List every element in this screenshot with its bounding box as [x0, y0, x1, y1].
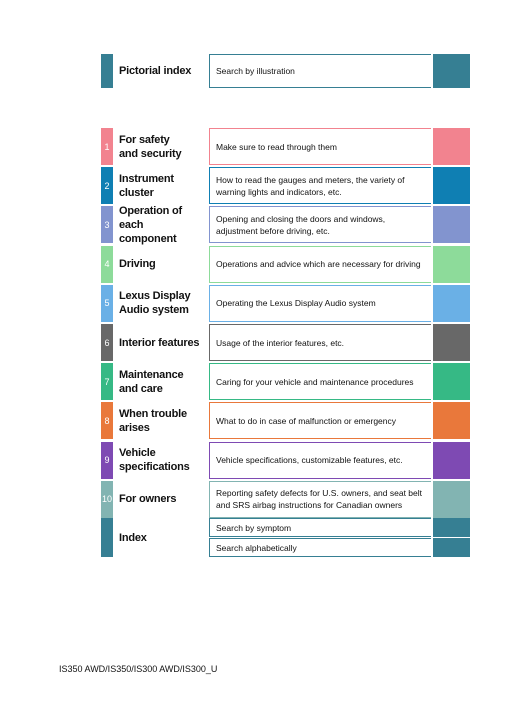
section-tab-left	[101, 54, 113, 88]
section-description: Opening and closing the doors and windows, adjustment before driving, etc.	[209, 206, 431, 243]
section-title: Interior features	[119, 336, 200, 349]
section-number: 8	[101, 402, 113, 439]
section-color-tab	[433, 538, 470, 557]
toc-row-section[interactable]	[101, 363, 470, 400]
section-description: Operations and advice which are necessary for driving	[209, 246, 431, 283]
section-number: 9	[101, 442, 113, 479]
toc-row-section[interactable]	[101, 324, 470, 361]
section-description: What to do in case of malfunction or emergency	[209, 402, 431, 439]
section-description: How to read the gauges and meters, the variety of warning lights and indicators, etc.	[209, 167, 431, 204]
toc-row-pictorial-index[interactable]	[101, 54, 470, 88]
toc-row-section[interactable]	[101, 402, 470, 439]
section-description: Operating the Lexus Display Audio system	[209, 285, 431, 322]
section-color-tab	[433, 402, 470, 439]
section-description: Caring for your vehicle and maintenance procedures	[209, 363, 431, 400]
section-title: When trouble arises	[119, 407, 187, 434]
section-color-tab	[433, 54, 470, 88]
toc-row-section[interactable]	[101, 285, 470, 322]
section-title: Lexus Display Audio system	[119, 290, 191, 317]
section-number: 2	[101, 167, 113, 204]
section-description: Usage of the interior features, etc.	[209, 324, 431, 361]
index-search-by-symptom[interactable]: Search by symptom	[209, 518, 431, 537]
section-color-tab	[433, 285, 470, 322]
section-title: Vehicle specifications	[119, 447, 190, 474]
section-number: 1	[101, 128, 113, 165]
toc-row-section[interactable]	[101, 442, 470, 479]
section-color-tab	[433, 363, 470, 400]
section-title: Operation of each component	[119, 204, 182, 245]
section-title: Maintenance and care	[119, 368, 184, 395]
section-title: For owners	[119, 493, 177, 506]
section-description: Search by illustration	[209, 54, 431, 88]
toc-row-index[interactable]	[101, 518, 470, 557]
section-description: Make sure to read through them	[209, 128, 431, 165]
section-color-tab	[433, 206, 470, 243]
section-title: Index	[119, 531, 147, 544]
toc-row-section[interactable]	[101, 481, 470, 518]
section-color-tab	[433, 246, 470, 283]
section-title: Pictorial index	[119, 65, 192, 77]
section-number: 6	[101, 324, 113, 361]
toc-row-section[interactable]	[101, 128, 470, 165]
section-color-tab	[433, 481, 470, 518]
toc-row-section[interactable]	[101, 246, 470, 283]
section-description: Reporting safety defects for U.S. owners, and seat belt and SRS airbag instructions for Canadian owners	[209, 481, 431, 518]
footer-model-code: IS350 AWD/IS350/IS300 AWD/IS300_U	[59, 664, 218, 674]
section-title: For safety and security	[119, 133, 182, 160]
section-tab-left	[101, 518, 113, 557]
section-title: Driving	[119, 258, 156, 271]
index-search-alphabetically[interactable]: Search alphabetically	[209, 538, 431, 557]
section-number: 7	[101, 363, 113, 400]
section-number: 5	[101, 285, 113, 322]
section-color-tab	[433, 324, 470, 361]
section-number: 10	[101, 481, 113, 518]
section-number: 3	[101, 206, 113, 243]
section-color-tab	[433, 128, 470, 165]
section-color-tab	[433, 167, 470, 204]
section-color-tab	[433, 518, 470, 537]
toc-row-section[interactable]	[101, 167, 470, 204]
section-title: Instrument cluster	[119, 172, 174, 199]
section-description: Vehicle specifications, customizable features, etc.	[209, 442, 431, 479]
section-number: 4	[101, 246, 113, 283]
section-color-tab	[433, 442, 470, 479]
toc-row-section[interactable]	[101, 206, 470, 243]
